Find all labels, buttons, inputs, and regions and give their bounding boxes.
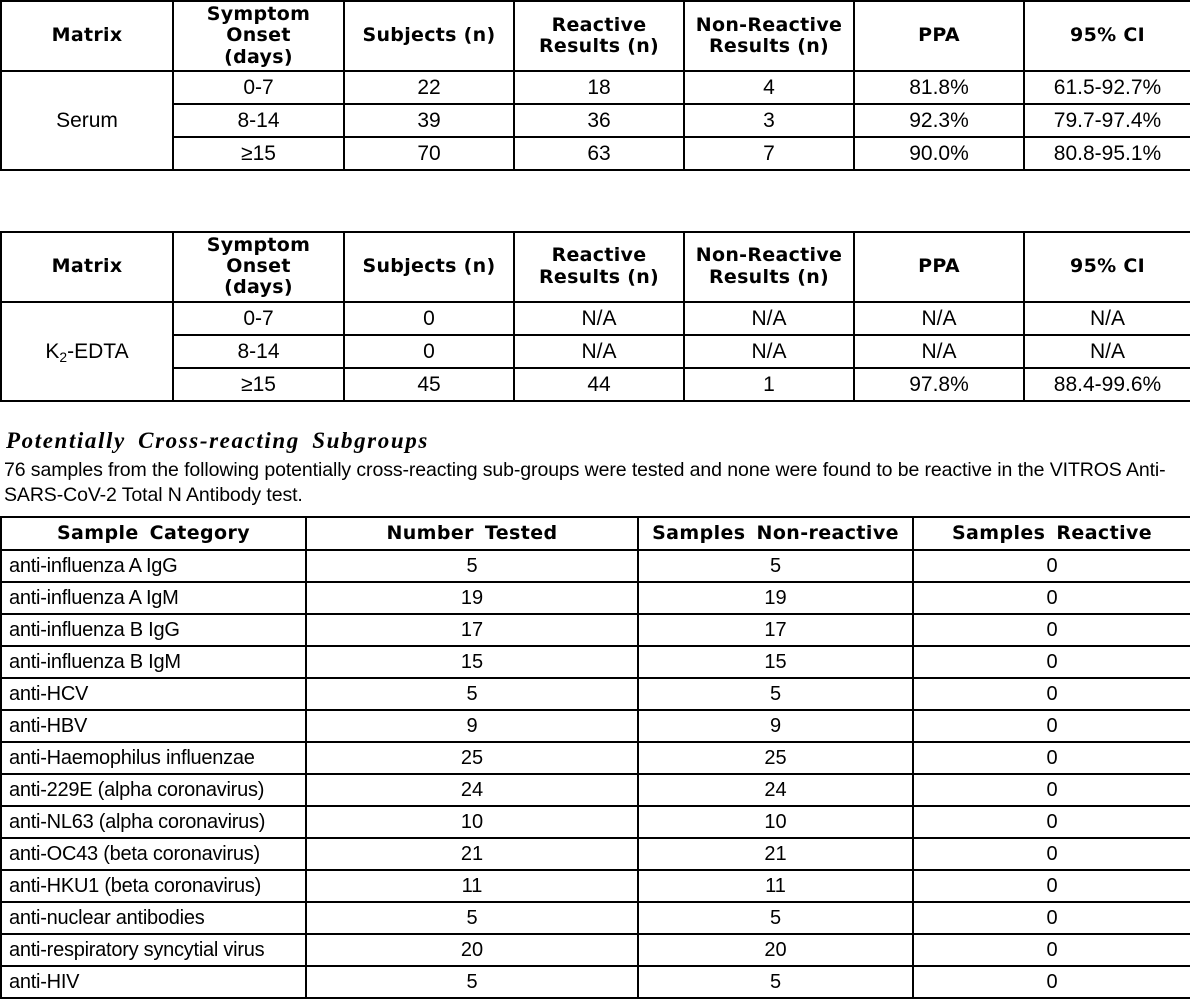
- cell-sample-category: anti-influenza B IgM: [1, 646, 306, 678]
- cell-samples-reactive: 0: [913, 614, 1190, 646]
- cell-95-ci: 61.5-92.7%: [1024, 71, 1190, 104]
- table-body: [1, 71, 1190, 170]
- table-row: [1, 582, 1190, 614]
- cell-subjects: 70: [344, 137, 514, 170]
- cell-samples-non-reactive: 24: [638, 774, 913, 806]
- cell-samples-reactive: 0: [913, 870, 1190, 902]
- cell-subjects: 39: [344, 104, 514, 137]
- cell-samples-reactive: 0: [913, 742, 1190, 774]
- column-header-symptom-onset: Symptom Onset (days): [173, 1, 344, 71]
- cell-95-ci: 80.8-95.1%: [1024, 137, 1190, 170]
- cell-number-tested: 10: [306, 806, 638, 838]
- cell-number-tested: 19: [306, 582, 638, 614]
- table-row: [1, 742, 1190, 774]
- table-header: [1, 1, 1190, 71]
- column-header-samples-non-reactive: Samples Non-reactive: [638, 517, 913, 550]
- column-header-ppa: PPA: [854, 232, 1024, 302]
- table-row: [1, 368, 1190, 401]
- cell-reactive-results: N/A: [514, 302, 684, 335]
- table-row: [1, 137, 1190, 170]
- cell-sample-category: anti-influenza A IgG: [1, 550, 306, 582]
- cell-non-reactive-results: N/A: [684, 335, 854, 368]
- cell-samples-non-reactive: 9: [638, 710, 913, 742]
- subscript-2: 2: [59, 348, 68, 365]
- cell-sample-category: anti-Haemophilus influenzae: [1, 742, 306, 774]
- table-row: [1, 838, 1190, 870]
- cell-sample-category: anti-229E (alpha coronavirus): [1, 774, 306, 806]
- column-header-95-ci: 95% CI: [1024, 232, 1190, 302]
- header-row: [1, 1, 1190, 71]
- cell-reactive-results: N/A: [514, 335, 684, 368]
- cell-samples-reactive: 0: [913, 966, 1190, 998]
- cell-number-tested: 24: [306, 774, 638, 806]
- matrix-label-k2edta: $K_2$-EDTA: [1, 302, 173, 401]
- table-row: [1, 678, 1190, 710]
- cell-symptom-onset: ≥15: [173, 368, 344, 401]
- column-header-symptom-onset: Symptom Onset (days): [173, 232, 344, 302]
- cell-sample-category: anti-OC43 (beta coronavirus): [1, 838, 306, 870]
- cell-samples-non-reactive: 25: [638, 742, 913, 774]
- column-header-ppa: PPA: [854, 1, 1024, 71]
- cell-samples-non-reactive: 10: [638, 806, 913, 838]
- cell-sample-category: anti-influenza A IgM: [1, 582, 306, 614]
- cell-samples-reactive: 0: [913, 678, 1190, 710]
- column-header-reactive-results: Reactive Results (n): [514, 1, 684, 71]
- cell-samples-reactive: 0: [913, 582, 1190, 614]
- cell-sample-category: anti-NL63 (alpha coronavirus): [1, 806, 306, 838]
- cell-non-reactive-results: N/A: [684, 302, 854, 335]
- cell-number-tested: 5: [306, 902, 638, 934]
- cell-samples-reactive: 0: [913, 710, 1190, 742]
- cell-number-tested: 9: [306, 710, 638, 742]
- section-paragraph-cross-reacting: 76 samples from the following potentially cross-reacting sub-groups were tested and none were found to be reactive in the VITROS Anti-SARS-CoV-2 Total N Antibody test.: [4, 458, 1166, 506]
- column-header-matrix: Matrix: [1, 1, 173, 71]
- cell-ppa: 92.3%: [854, 104, 1024, 137]
- cell-non-reactive-results: 4: [684, 71, 854, 104]
- cell-reactive-results: 44: [514, 368, 684, 401]
- cell-number-tested: 5: [306, 966, 638, 998]
- cell-samples-reactive: 0: [913, 646, 1190, 678]
- cell-samples-reactive: 0: [913, 934, 1190, 966]
- column-header-95-ci: 95% CI: [1024, 1, 1190, 71]
- header-row: [1, 517, 1190, 550]
- cell-samples-non-reactive: 5: [638, 678, 913, 710]
- cell-samples-non-reactive: 5: [638, 966, 913, 998]
- cell-number-tested: 5: [306, 550, 638, 582]
- cell-reactive-results: 18: [514, 71, 684, 104]
- ppa-table-k2edta: [0, 231, 1190, 402]
- cell-samples-non-reactive: 5: [638, 550, 913, 582]
- table-header: [1, 232, 1190, 302]
- cell-ppa: N/A: [854, 335, 1024, 368]
- cell-ppa: N/A: [854, 302, 1024, 335]
- column-header-sample-category: Sample Category: [1, 517, 306, 550]
- table-row: [1, 646, 1190, 678]
- table-row: [1, 302, 1190, 335]
- column-header-reactive-results: Reactive Results (n): [514, 232, 684, 302]
- cell-number-tested: 15: [306, 646, 638, 678]
- cell-number-tested: 20: [306, 934, 638, 966]
- table-row: [1, 902, 1190, 934]
- table-row: [1, 710, 1190, 742]
- column-header-subjects: Subjects (n): [344, 232, 514, 302]
- cell-non-reactive-results: 7: [684, 137, 854, 170]
- cell-samples-non-reactive: 21: [638, 838, 913, 870]
- column-header-subjects: Subjects (n): [344, 1, 514, 71]
- cell-number-tested: 5: [306, 678, 638, 710]
- cell-non-reactive-results: 1: [684, 368, 854, 401]
- cell-ppa: 81.8%: [854, 71, 1024, 104]
- cell-samples-reactive: 0: [913, 838, 1190, 870]
- cell-symptom-onset: ≥15: [173, 137, 344, 170]
- cell-reactive-results: 36: [514, 104, 684, 137]
- column-header-matrix: Matrix: [1, 232, 173, 302]
- cell-subjects: 45: [344, 368, 514, 401]
- section-spacer: [0, 402, 1190, 428]
- cell-ppa: 97.8%: [854, 368, 1024, 401]
- table-row: [1, 934, 1190, 966]
- table-row: [1, 966, 1190, 998]
- matrix-label-serum: Serum: [1, 71, 173, 170]
- table-row: [1, 104, 1190, 137]
- cell-95-ci: N/A: [1024, 302, 1190, 335]
- cell-samples-non-reactive: 15: [638, 646, 913, 678]
- ppa-table-serum: [0, 0, 1190, 171]
- table-header: [1, 517, 1190, 550]
- table-row: [1, 550, 1190, 582]
- cell-ppa: 90.0%: [854, 137, 1024, 170]
- cell-subjects: 22: [344, 71, 514, 104]
- cell-sample-category: anti-HIV: [1, 966, 306, 998]
- cell-95-ci: N/A: [1024, 335, 1190, 368]
- section-heading-cross-reacting: Potentially Cross-reacting Subgroups: [6, 427, 429, 453]
- header-row: [1, 232, 1190, 302]
- cell-sample-category: anti-HCV: [1, 678, 306, 710]
- cell-samples-reactive: 0: [913, 550, 1190, 582]
- column-header-non-reactive-results: Non-Reactive Results (n): [684, 1, 854, 71]
- table-row: [1, 870, 1190, 902]
- cell-samples-non-reactive: 5: [638, 902, 913, 934]
- cell-sample-category: anti-influenza B IgG: [1, 614, 306, 646]
- column-header-non-reactive-results: Non-Reactive Results (n): [684, 232, 854, 302]
- table-body: [1, 302, 1190, 401]
- table-row: [1, 614, 1190, 646]
- cell-samples-reactive: 0: [913, 806, 1190, 838]
- cell-number-tested: 11: [306, 870, 638, 902]
- cell-number-tested: 21: [306, 838, 638, 870]
- cell-symptom-onset: 8-14: [173, 335, 344, 368]
- cross-reacting-subgroups-table: [0, 516, 1190, 999]
- cell-symptom-onset: 0-7: [173, 302, 344, 335]
- cell-number-tested: 25: [306, 742, 638, 774]
- cell-samples-non-reactive: 19: [638, 582, 913, 614]
- cell-number-tested: 17: [306, 614, 638, 646]
- cell-samples-non-reactive: 11: [638, 870, 913, 902]
- table-body: [1, 550, 1190, 998]
- cell-sample-category: anti-HKU1 (beta coronavirus): [1, 870, 306, 902]
- cell-sample-category: anti-HBV: [1, 710, 306, 742]
- cell-sample-category: anti-respiratory syncytial virus: [1, 934, 306, 966]
- cell-95-ci: 79.7-97.4%: [1024, 104, 1190, 137]
- table-row: [1, 335, 1190, 368]
- table-spacer: [0, 171, 1190, 231]
- cell-samples-reactive: 0: [913, 774, 1190, 806]
- cell-95-ci: 88.4-99.6%: [1024, 368, 1190, 401]
- cell-symptom-onset: 0-7: [173, 71, 344, 104]
- cell-sample-category: anti-nuclear antibodies: [1, 902, 306, 934]
- table-row: [1, 71, 1190, 104]
- table-row: [1, 806, 1190, 838]
- cell-samples-reactive: 0: [913, 902, 1190, 934]
- column-header-number-tested: Number Tested: [306, 517, 638, 550]
- table-row: [1, 774, 1190, 806]
- column-header-samples-reactive: Samples Reactive: [913, 517, 1190, 550]
- cell-subjects: 0: [344, 335, 514, 368]
- cell-symptom-onset: 8-14: [173, 104, 344, 137]
- cell-samples-non-reactive: 20: [638, 934, 913, 966]
- cell-non-reactive-results: 3: [684, 104, 854, 137]
- cell-samples-non-reactive: 17: [638, 614, 913, 646]
- cell-subjects: 0: [344, 302, 514, 335]
- cell-reactive-results: 63: [514, 137, 684, 170]
